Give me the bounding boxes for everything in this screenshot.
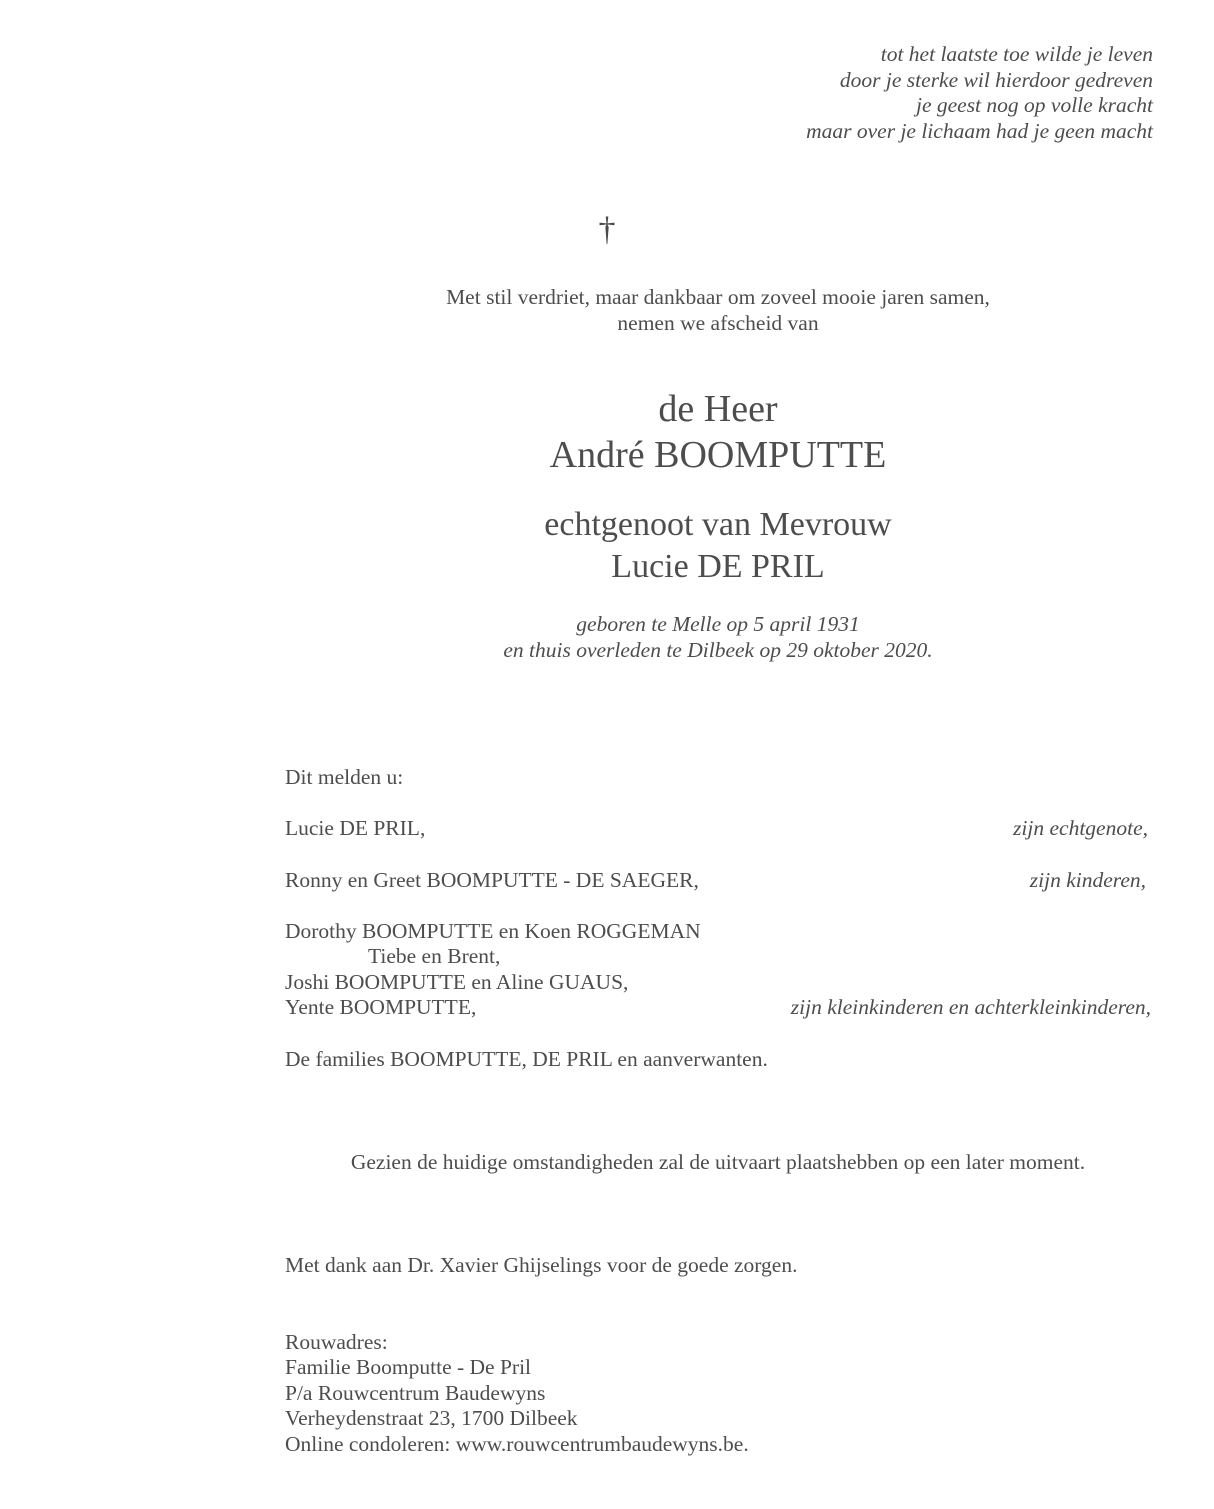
announcement-heading: Dit melden u:: [285, 765, 404, 789]
intro-line-1: Met stil verdriet, maar dankbaar om zoveel mooie jaren samen,: [446, 285, 990, 309]
address-line-3: Verheydenstraat 23, 1700 Dilbeek: [285, 1406, 578, 1430]
spouse-block: [0, 504, 1214, 588]
grandchildren-relation: zijn kleinkinderen en achterkleinkinderen,: [790, 995, 1151, 1019]
poem-line: je geest nog op volle kracht: [915, 93, 1153, 117]
grandchildren-line-4: Yente BOOMPUTTE,: [285, 995, 477, 1019]
intro-text: [0, 285, 1214, 336]
birth-death-dates: [0, 612, 1214, 663]
spouse-entry-relation: zijn echtgenote,: [1013, 816, 1148, 840]
children-entry-relation: zijn kinderen,: [1029, 868, 1146, 892]
funeral-note: Gezien de huidige omstandigheden zal de uitvaart plaatshebben op een later moment.: [350, 1150, 1086, 1174]
intro-line-2: nemen we afscheid van: [617, 310, 819, 335]
death-line: en thuis overleden te Dilbeek op 29 oktober 2020.: [503, 637, 933, 662]
spouse-entry-names: Lucie DE PRIL,: [285, 816, 426, 840]
grandchildren-line-3: Joshi BOOMPUTTE en Aline GUAUS,: [285, 970, 629, 994]
address-line-1: Familie Boomputte - De Pril: [285, 1355, 532, 1379]
deceased-title: [0, 386, 1214, 478]
families-line: De families BOOMPUTTE, DE PRIL en aanverwanten.: [285, 1047, 768, 1071]
salutation: de Heer: [658, 388, 778, 430]
grandchildren-line-2: Tiebe en Brent,: [368, 944, 501, 968]
spouse-line: echtgenoot van Mevrouw: [544, 506, 892, 543]
spouse-name: Lucie DE PRIL: [611, 548, 825, 585]
grandchildren-line-1: Dorothy BOOMPUTTE en Koen ROGGEMAN: [285, 919, 701, 943]
condolence-line: Online condoleren: www.rouwcentrumbaudewyns.be.: [285, 1432, 749, 1456]
address-line-2: P/a Rouwcentrum Baudewyns: [285, 1381, 546, 1405]
poem-line: door je sterke wil hierdoor gedreven: [839, 67, 1153, 92]
address-label: Rouwadres:: [285, 1330, 388, 1354]
poem-line: maar over je lichaam had je geen macht: [806, 118, 1153, 143]
children-entry-names: Ronny en Greet BOOMPUTTE - DE SAEGER,: [285, 868, 699, 892]
poem: [806, 42, 1153, 144]
thanks-line: Met dank aan Dr. Xavier Ghijselings voor de goede zorgen.: [285, 1253, 798, 1277]
cross-icon: †: [598, 211, 616, 248]
birth-line: geboren te Melle op 5 april 1931: [576, 612, 860, 636]
poem-line: tot het laatste toe wilde je leven: [880, 42, 1153, 66]
deceased-name: André BOOMPUTTE: [549, 434, 887, 476]
